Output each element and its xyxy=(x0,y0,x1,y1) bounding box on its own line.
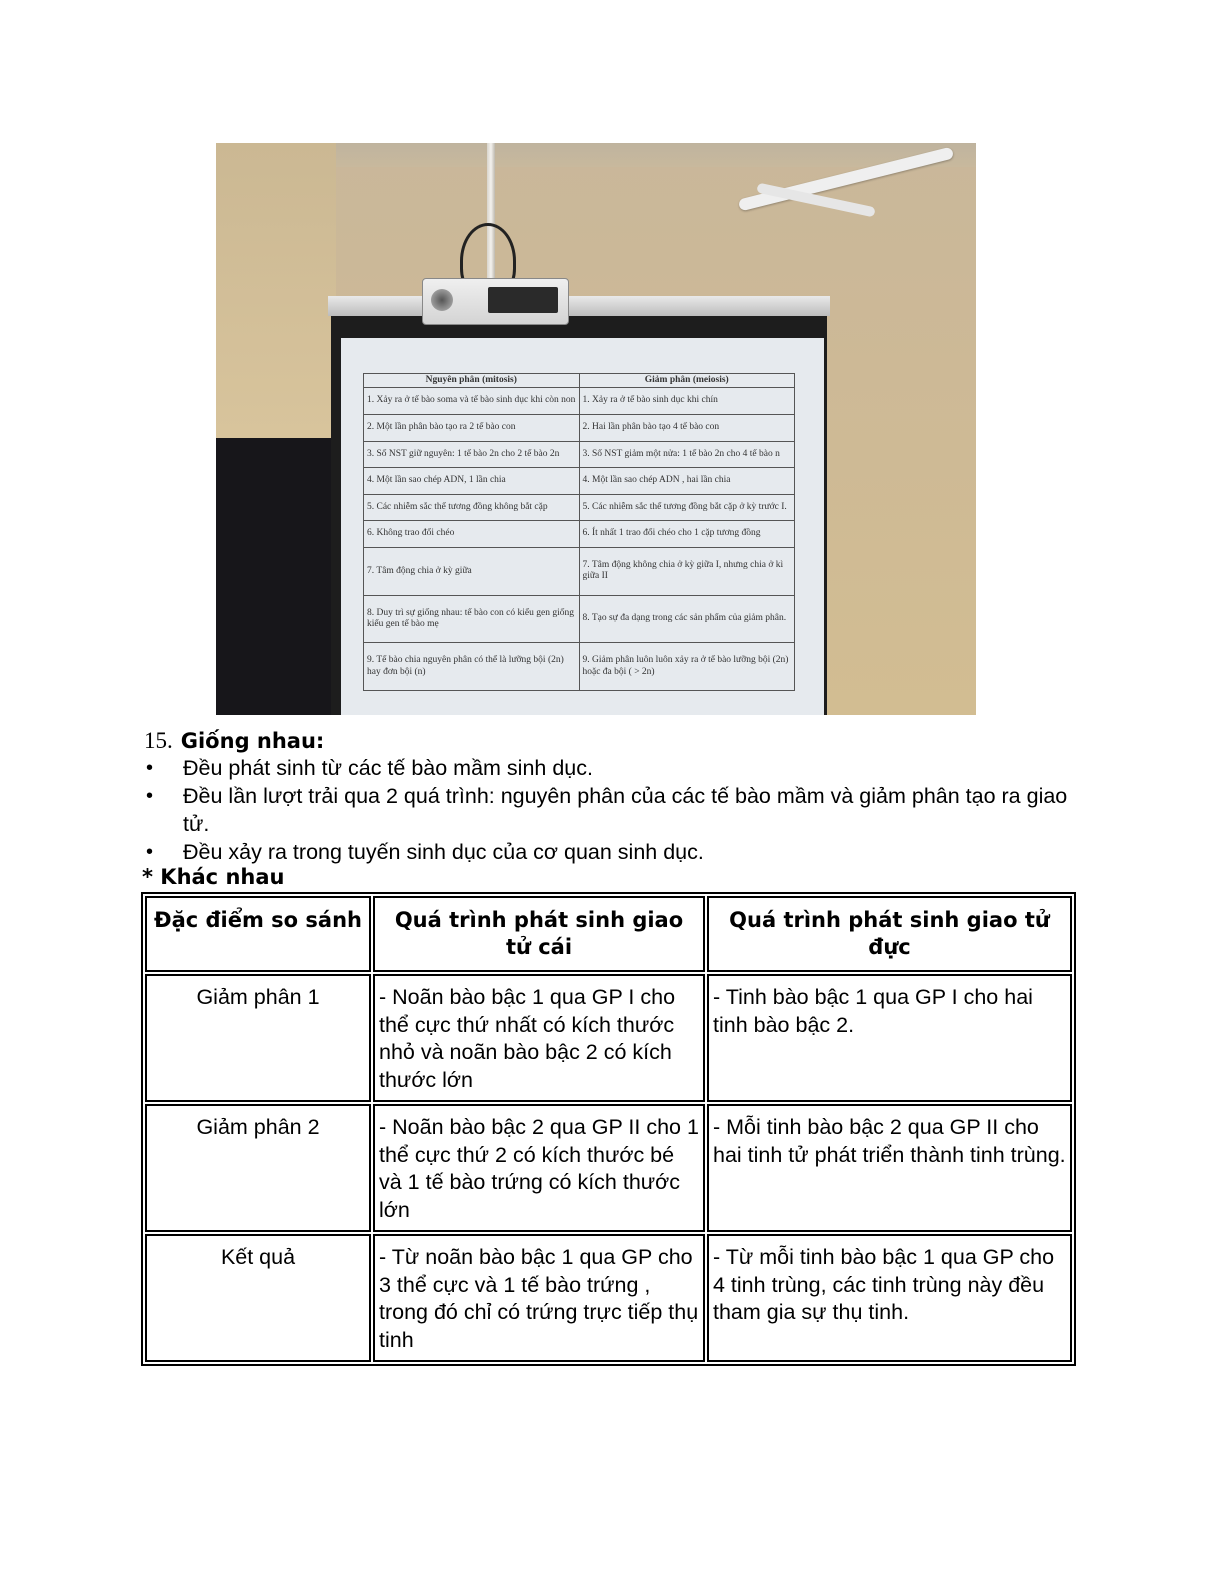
differences-heading: * Khác nhau xyxy=(142,865,285,889)
header-feature: Đặc điểm so sánh xyxy=(145,896,371,972)
slide-header-mitosis: Nguyên phân (mitosis) xyxy=(364,374,580,388)
table-row xyxy=(145,974,1072,1102)
male-cell: - Mỗi tinh bào bậc 2 qua GP II cho hai tinh tử phát triển thành tinh trùng. xyxy=(707,1104,1072,1232)
slide-header-meiosis: Giảm phân (meiosis) xyxy=(579,374,795,388)
slide-cell: 9. Giảm phân luôn luôn xảy ra ở tế bào lưỡng bội (2n) hoặc đa bội ( > 2n) xyxy=(579,643,795,691)
table-row xyxy=(145,1104,1072,1232)
header-male: Quá trình phát sinh giao tử đực xyxy=(707,896,1072,972)
feature-cell: Kết quả xyxy=(145,1234,371,1362)
slide-row xyxy=(364,414,795,441)
slide-cell: 9. Tế bào chia nguyên phân có thể là lưỡng bội (2n) hay đơn bội (n) xyxy=(364,643,580,691)
female-cell: - Noãn bào bậc 1 qua GP I cho thể cực thứ nhất có kích thước nhỏ và noãn bào bậc 2 có kích thước lớn xyxy=(373,974,705,1102)
slide-cell: 7. Tâm động không chia ở kỳ giữa I, nhưng chia ở kì giữa II xyxy=(579,547,795,595)
slide-row xyxy=(364,521,795,548)
slide-comparison-table xyxy=(363,373,795,691)
slide-cell: 1. Xảy ra ở tế bào soma và tế bào sinh dục khi còn non xyxy=(364,388,580,415)
slide-row xyxy=(364,468,795,495)
feature-cell: Giảm phân 2 xyxy=(145,1104,371,1232)
slide-cell: 6. Không trao đổi chéo xyxy=(364,521,580,548)
header-female: Quá trình phát sinh giao tử cái xyxy=(373,896,705,972)
similarities-heading xyxy=(144,727,324,754)
projector xyxy=(422,278,569,325)
slide-cell: 4. Một lần sao chép ADN, 1 lần chia xyxy=(364,468,580,495)
projector-screen-photo xyxy=(216,143,976,715)
list-item: • Đều xảy ra trong tuyến sinh dục của cơ quan sinh dục. xyxy=(144,838,1074,866)
table-header-row xyxy=(145,896,1072,972)
blackboard xyxy=(216,438,346,715)
projector-lens xyxy=(431,289,453,311)
table-row xyxy=(145,1234,1072,1362)
male-cell: - Từ mỗi tinh bào bậc 1 qua GP cho 4 tinh trùng, các tinh trùng này đều tham gia sự thụ tinh. xyxy=(707,1234,1072,1362)
slide-cell: 5. Các nhiễm sắc thể tương đồng bắt cặp ở kỳ trước I. xyxy=(579,494,795,521)
section-number: 15. xyxy=(144,728,173,753)
similarities-title: Giống nhau: xyxy=(180,729,325,753)
list-item: • Đều lần lượt trải qua 2 quá trình: nguyên phân của các tế bào mầm và giảm phân tạo ra giao tử. xyxy=(144,782,1074,838)
slide-cell: 7. Tâm động chia ở kỳ giữa xyxy=(364,547,580,595)
slide-cell: 3. Số NST giảm một nửa: 1 tế bào 2n cho 4 tế bào n xyxy=(579,441,795,468)
slide-row xyxy=(364,643,795,691)
slide-cell: 8. Tạo sự đa dạng trong các sản phẩm của giảm phân. xyxy=(579,595,795,643)
screen-roller xyxy=(328,296,830,316)
slide-row xyxy=(364,547,795,595)
slide-cell: 2. Một lần phân bào tạo ra 2 tế bào con xyxy=(364,414,580,441)
feature-cell: Giảm phân 1 xyxy=(145,974,371,1102)
slide-row xyxy=(364,494,795,521)
female-cell: - Từ noãn bào bậc 1 qua GP cho 3 thể cực và 1 tế bào trứng , trong đó chỉ có trứng trực tiếp thụ tinh xyxy=(373,1234,705,1362)
slide-cell: 4. Một lần sao chép ADN , hai lần chia xyxy=(579,468,795,495)
projector-ports xyxy=(488,287,558,313)
slide-row xyxy=(364,441,795,468)
slide-cell: 6. Ít nhất 1 trao đổi chéo cho 1 cặp tương đồng xyxy=(579,521,795,548)
slide-row xyxy=(364,388,795,415)
slide-cell: 5. Các nhiễm sắc thể tương đồng không bắt cặp xyxy=(364,494,580,521)
female-cell: - Noãn bào bậc 2 qua GP II cho 1 thể cực thứ 2 có kích thước bé và 1 tế bào trứng có kích thước lớn xyxy=(373,1104,705,1232)
differences-table xyxy=(141,892,1076,1366)
list-item: • Đều phát sinh từ các tế bào mầm sinh dục. xyxy=(144,754,1074,782)
male-cell: - Tinh bào bậc 1 qua GP I cho hai tinh bào bậc 2. xyxy=(707,974,1072,1102)
slide-cell: 1. Xảy ra ở tế bào sinh dục khi chín xyxy=(579,388,795,415)
slide-cell: 2. Hai lần phân bào tạo 4 tế bào con xyxy=(579,414,795,441)
slide-cell: 3. Số NST giữ nguyên: 1 tế bào 2n cho 2 tế bào 2n xyxy=(364,441,580,468)
similarities-list xyxy=(144,754,1074,866)
slide-row xyxy=(364,595,795,643)
slide-cell: 8. Duy trì sự giống nhau: tế bào con có kiểu gen giống kiểu gen tế bào mẹ xyxy=(364,595,580,643)
wall xyxy=(216,143,336,438)
